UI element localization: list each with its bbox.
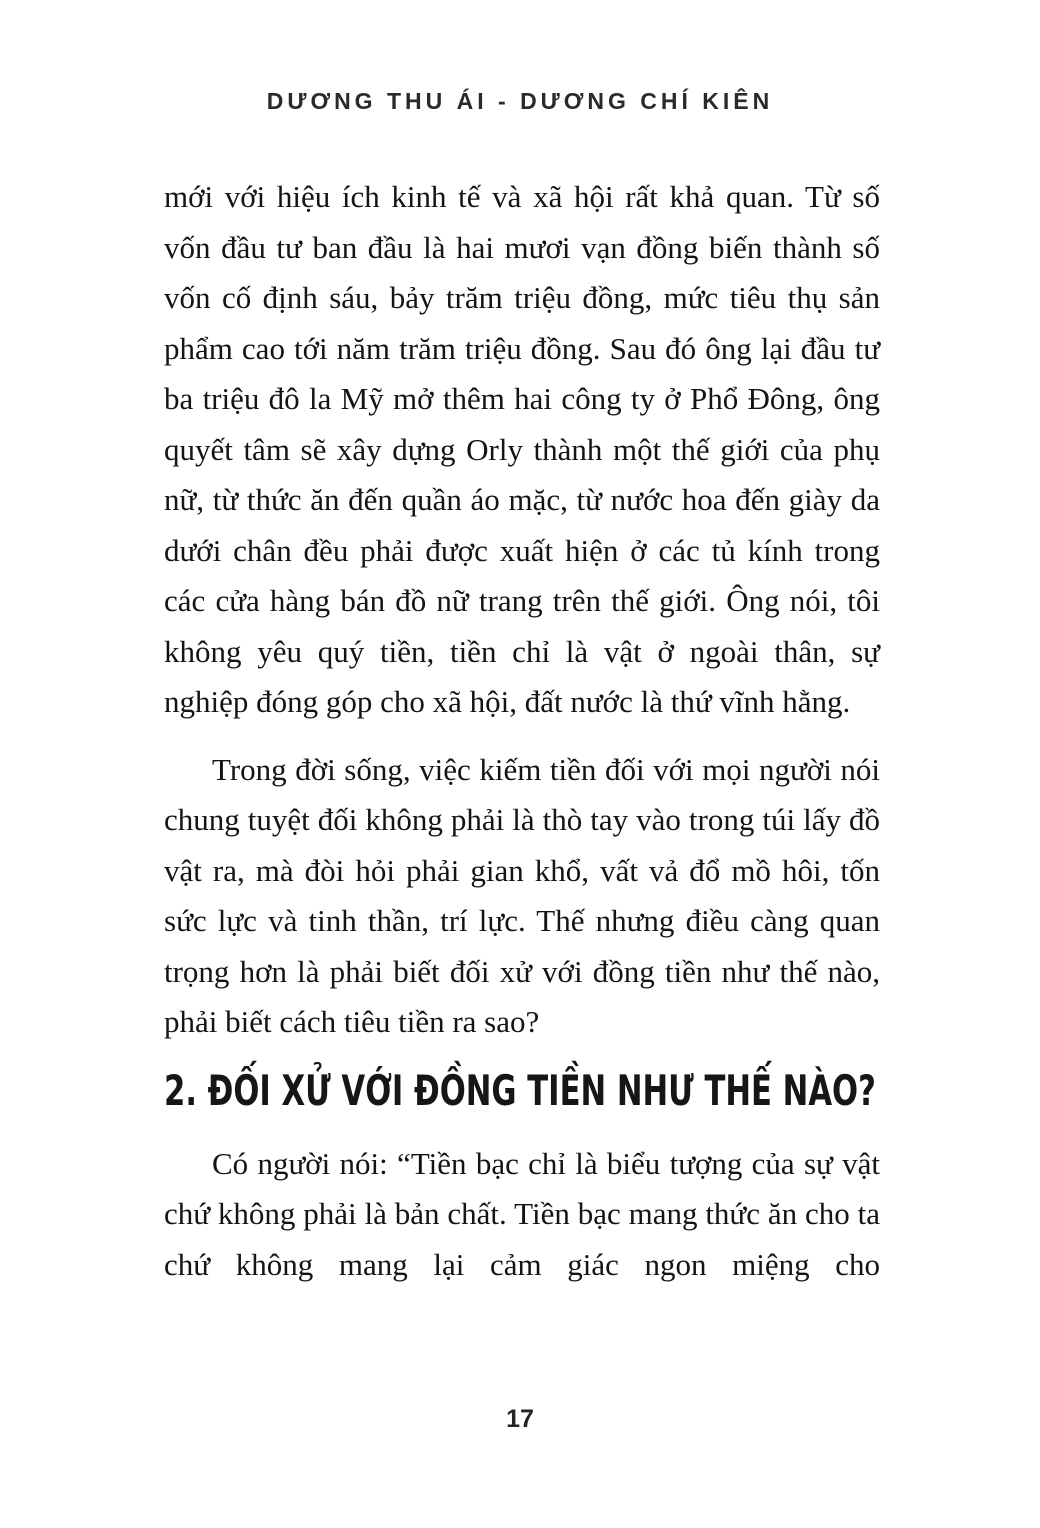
section-heading: 2. ĐỐI XỬ VỚI ĐỒNG TIỀN NHƯ THẾ NÀO?: [164, 1065, 876, 1115]
page-number: 17: [506, 1405, 534, 1433]
running-header-author: DƯƠNG THU ÁI - DƯƠNG CHÍ KIÊN: [266, 88, 774, 114]
body-text-column: [164, 172, 880, 1307]
paragraph: Trong đời sống, việc kiếm tiền đối với mọi người nói chung tuyệt đối không phải là thò tay vào trong túi lấy đồ vật ra, mà đòi hỏi phải gian khổ, vất vả đổ mồ hôi, tốn sức lực và tinh thần, trí lực. Thế nhưng điều càng quan trọng hơn là phải biết đối xử với đồng tiền như thế nào, phải biết cách tiêu tiền ra sao?: [164, 751, 880, 1039]
paragraph: Có người nói: “Tiền bạc chỉ là biểu tượng của sự vật chứ không phải là bản chất. Tiền bạc mang thức ăn cho ta chứ không mang lại cảm giác ngon miệng cho: [164, 1145, 880, 1282]
paragraph-continued: mới với hiệu ích kinh tế và xã hội rất khả quan. Từ số vốn đầu tư ban đầu là hai mươi vạn đồng biến thành số vốn cố định sáu, bảy trăm triệu đồng, mức tiêu thụ sản phẩm cao tới năm trăm triệu đồng. Sau đó ông lại đầu tư ba triệu đô la Mỹ mở thêm hai công ty ở Phổ Đông, ông quyết tâm sẽ xây dựng Orly thành một thế giới của phụ nữ, từ thức ăn đến quần áo mặc, từ nước hoa đến giày da dưới chân đều phải được xuất hiện ở các tủ kính trong các cửa hàng bán đồ nữ trang trên thế giới. Ông nói, tôi không yêu quý tiền, tiền chỉ là vật ở ngoài thân, sự nghiệp đóng góp cho xã hội, đất nước là thứ vĩnh hằng.: [164, 179, 880, 719]
